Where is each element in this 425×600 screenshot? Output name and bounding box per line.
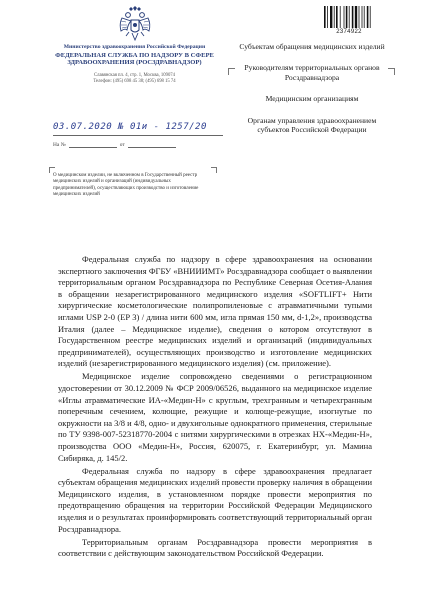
body-paragraph: Медицинское изделие сопровождено сведениями о регистрационном удостоверении от 30.12.2009 № ФСР 2009/06526, выданного на медицинское изделие «Иглы атравматические ИА-«Медин-Н» с круглым, трехгранным и четырехгранным поперечным сечением, колющие, режущие и колюще-режущие, изогнутые по окружности на 3/8 и 4/8, одно- и двухигольные однократного применения, стерильные по ТУ 9398-007-52318770-2004 с нитями хирургическими в отрезках НХ-«Медин-Н», производства ООО «Медин-Н», Россия, 620075, г. Екатеринбург, ул. Мамина Сибиряка, д. 145/2. — [58, 371, 372, 463]
barcode-number: 2374922 — [336, 29, 362, 35]
body-paragraph: Территориальным органам Росздравнадзора провести мероприятия в соответствии с действующим законодательством Российской Федерации. — [58, 536, 372, 559]
body-paragraph: Федеральная служба по надзору в сфере здравоохранения на основании экспертного заключения ФГБУ «ВНИИИМТ» Росздравнадзора сообщает о выявлении территориальным органом Росздравнадзора по Республике Северная Осетия-Алания в обращении незарегистрированного медицинского изделия «SOFTLIFT+ Нити хирургические косметологические полипропиленовые с атравматичными тупыми иглами USP 2-0 (EP 3) / длина нити 600 мм, игла прямая 150 мм, d-1,2», производства Италия (далее – Медицинское изделие), сведения о котором отсутствуют в Государственном реестре медицинских изделий и организаций (индивидуальных предпринимателей), осуществляющих производство и изготовление медицинских изделий (незарегистрированного медицинского изделия) (см. приложение). — [58, 254, 372, 369]
na-label: На № — [53, 142, 66, 148]
sender-address — [52, 73, 217, 85]
address-line: Славянская пл. 4, стр. 1, Москва, 109074 — [93, 72, 175, 78]
handwritten-reg-number: 03.07.2020 № 01и - 1257/20 — [53, 122, 207, 132]
coat-of-arms-icon — [118, 6, 152, 42]
subject-block — [53, 173, 213, 198]
ot-label: от — [119, 142, 125, 148]
recipients-block — [238, 42, 386, 146]
barcode-icon — [323, 6, 375, 28]
phone-line: Телефон: (495) 698 45 38; (495) 698 15 74 — [93, 78, 176, 84]
recipient: Органам управления здравоохранением субъектов Российской Федерации — [247, 115, 377, 135]
service-name: ФЕДЕРАЛЬНАЯ СЛУЖБА ПО НАДЗОРУ В СФЕРЕ ЗДРАВООХРАНЕНИЯ (РОСЗДРАВНАДЗОР) — [55, 51, 214, 67]
subject-text: О медицинском изделии, не включенном в Государственный реестр медицинских изделий и организаций (индивидуальных предпринимателей), осуществляющих производство и изготовление медицинских изделий — [53, 173, 199, 197]
sender-header — [52, 6, 217, 85]
recipient: Руководителям территориальных органов Росздравнадзора — [244, 63, 380, 82]
reference-line — [53, 142, 203, 148]
recipient: Медицинским организациям — [265, 94, 359, 104]
ministry-name: Министерство здравоохранения Российской Федерации — [63, 44, 206, 50]
registration-number — [53, 124, 223, 138]
barcode — [323, 6, 375, 35]
letter-body — [58, 254, 372, 561]
recipient: Субъектам обращения медицинских изделий — [239, 42, 385, 51]
body-paragraph: Федеральная служба по надзору в сфере здравоохранения предлагает субъектам обращения медицинских изделий провести проверку наличия в обращении Медицинского изделия, в установленном порядке провести мероприятия по предотвращению обращения на территории Российской Федерации Медицинского изделия и о результатах проинформировать соответствующий территориальный орган Росздравнадзора. — [58, 465, 372, 534]
